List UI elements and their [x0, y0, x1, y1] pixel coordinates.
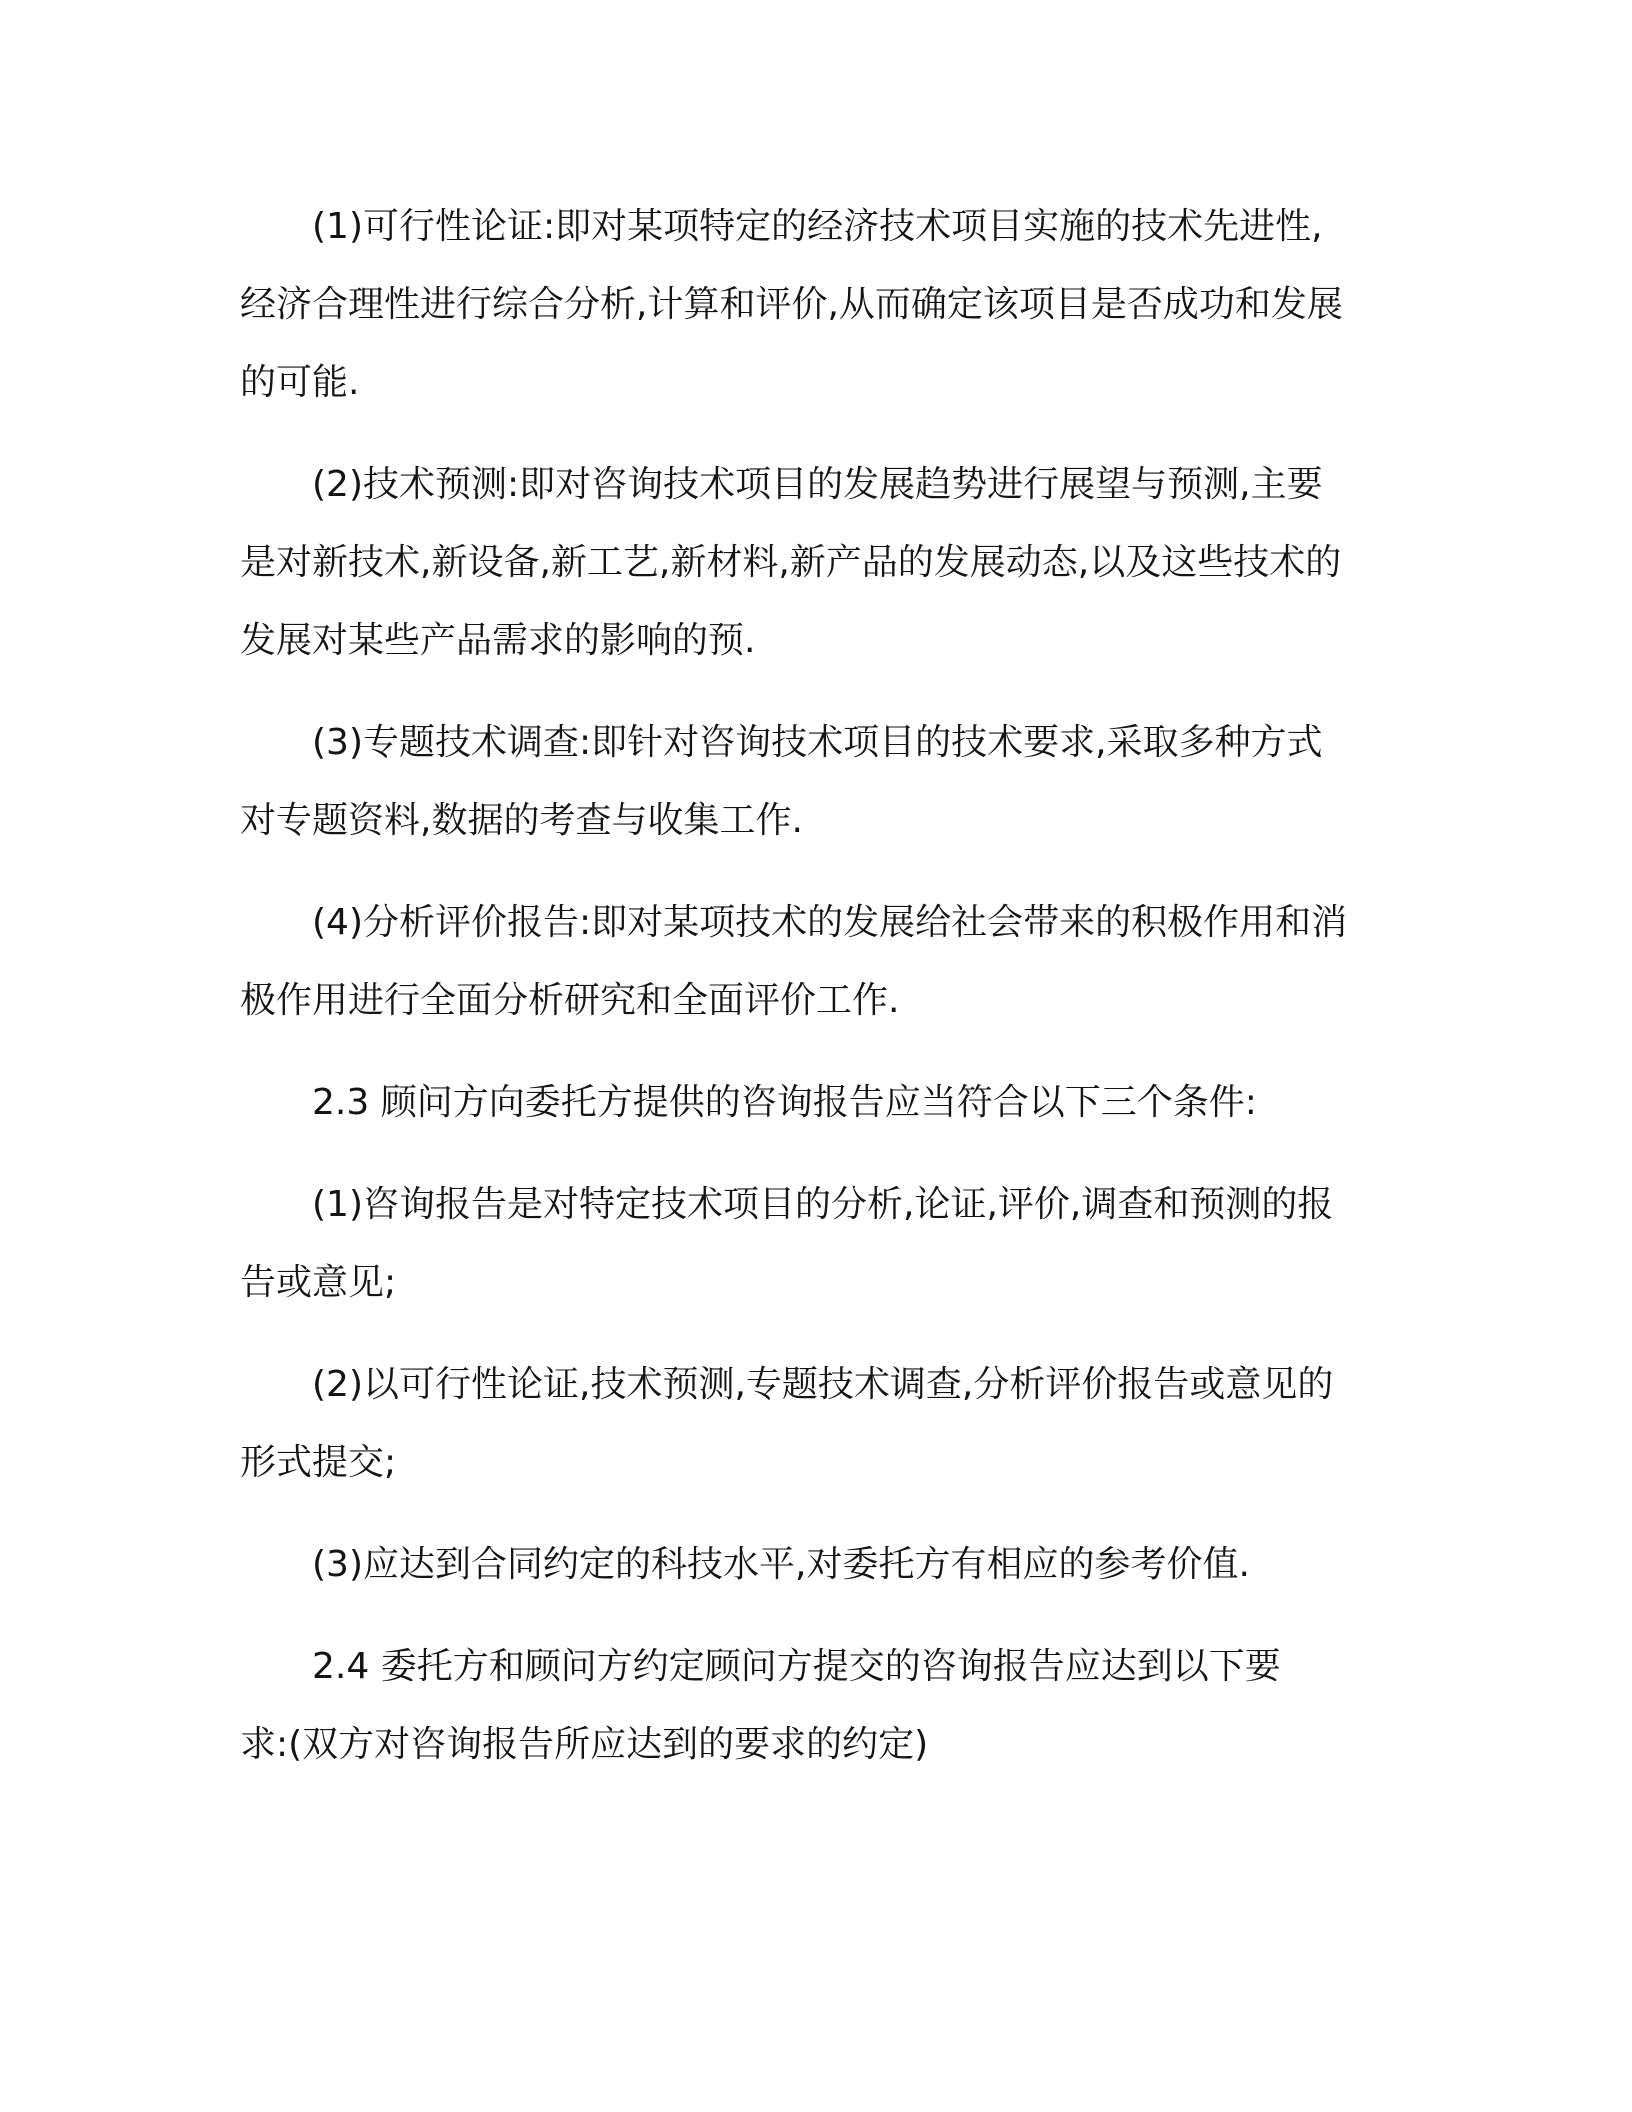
text-line: 发展对某些产品需求的影响的预.	[240, 620, 756, 661]
text-line: 求:(双方对咨询报告所应达到的要求的约定)	[240, 1724, 929, 1765]
text-line: 2.4 委托方和顾问方约定顾问方提交的咨询报告应达到以下要	[312, 1646, 1281, 1687]
condition-1	[240, 1166, 1380, 1322]
text-line: (4)分析评价报告:即对某项技术的发展给社会带来的积极作用和消	[312, 902, 1348, 943]
text-line: 的可能.	[240, 362, 360, 403]
text-line: (1)可行性论证:即对某项特定的经济技术项目实施的技术先进性,	[312, 206, 1323, 247]
condition-2	[240, 1346, 1380, 1502]
text-line: (2)技术预测:即对咨询技术项目的发展趋势进行展望与预测,主要	[312, 464, 1323, 505]
section-2-4-paragraph	[240, 1628, 1380, 1784]
text-line: (3)应达到合同约定的科技水平,对委托方有相应的参考价值.	[312, 1544, 1250, 1585]
text-line: (1)咨询报告是对特定技术项目的分析,论证,评价,调查和预测的报	[312, 1184, 1334, 1225]
text-line: 告或意见;	[240, 1262, 397, 1303]
text-line: 经济合理性进行综合分析,计算和评价,从而确定该项目是否成功和发展	[240, 284, 1343, 325]
section-2-3-heading	[240, 1064, 1380, 1142]
paragraph-special-survey	[240, 704, 1380, 860]
paragraph-feasibility	[240, 188, 1380, 422]
text-line: 2.3 顾问方向委托方提供的咨询报告应当符合以下三个条件:	[312, 1082, 1257, 1123]
text-line: 是对新技术,新设备,新工艺,新材料,新产品的发展动态,以及这些技术的	[240, 542, 1342, 583]
text-line: (3)专题技术调查:即针对咨询技术项目的技术要求,采取多种方式	[312, 722, 1323, 763]
text-line: 极作用进行全面分析研究和全面评价工作.	[240, 980, 900, 1021]
text-line: 形式提交;	[240, 1442, 397, 1483]
text-line: 对专题资料,数据的考查与收集工作.	[240, 800, 803, 841]
text-line: (2)以可行性论证,技术预测,专题技术调查,分析评价报告或意见的	[312, 1364, 1334, 1405]
condition-3	[240, 1526, 1380, 1604]
document-body	[240, 188, 1380, 1808]
paragraph-tech-forecast	[240, 446, 1380, 680]
paragraph-evaluation-report	[240, 884, 1380, 1040]
